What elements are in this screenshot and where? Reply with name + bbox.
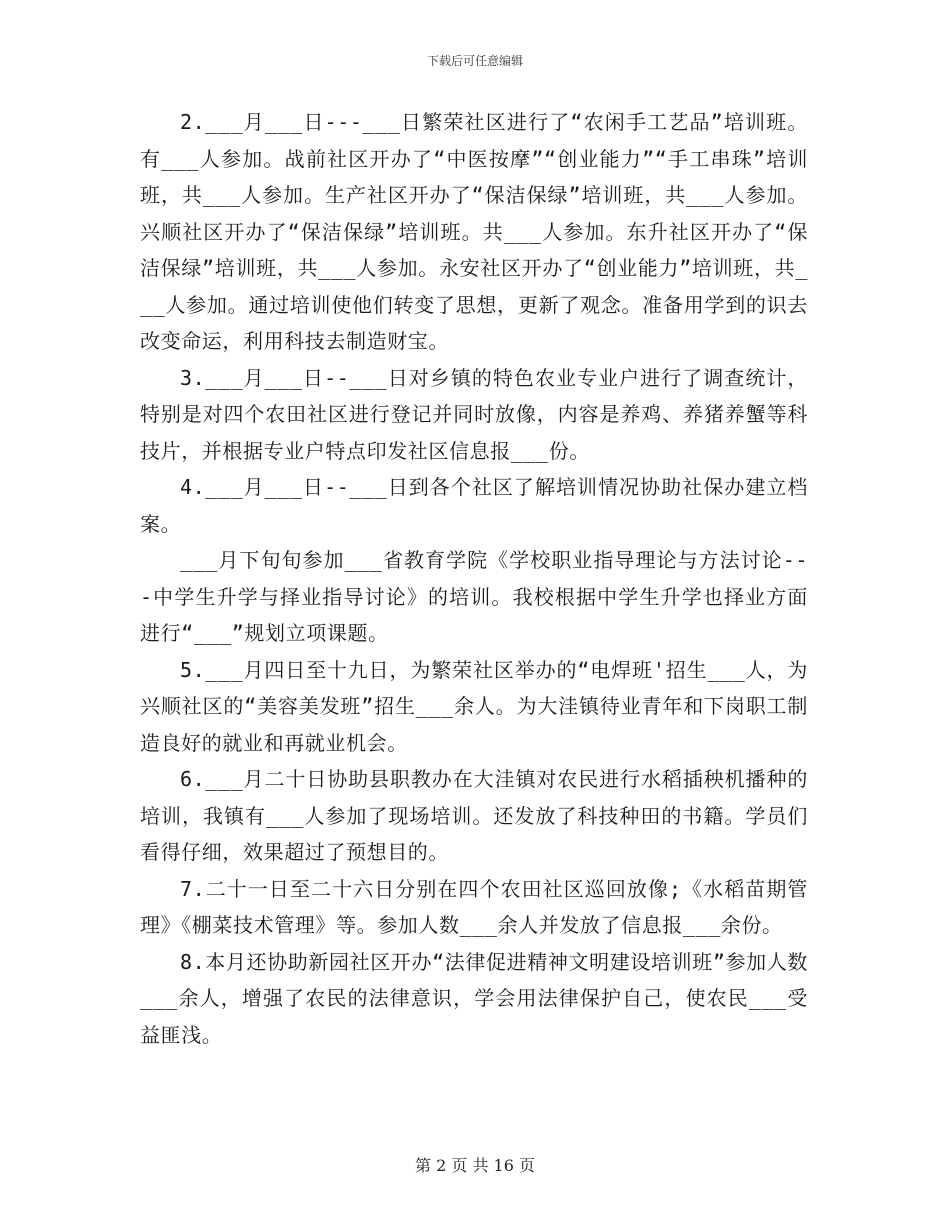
paragraph-training-note: ___月下旬旬参加___省教育学院《学校职业指导理论与方法讨论---中学生升学与择业指导讨论》的培训。我校根据中学生升学也择业方面进行“___”规划立项课题。 <box>140 548 808 645</box>
paragraph-item-8: 8.本月还协助新园社区开办“法律促进精神文明建设培训班”参加人数___余人，增强了农民的法律意识，学会用法律保护自己，使农民___受益匪浅。 <box>140 949 808 1047</box>
page-header: 下载后可任意编辑 <box>426 54 523 68</box>
paragraph-item-3: 3.___月___日--___日对乡镇的特色农业专业户进行了调查统计，特别是对四个农田社区进行登记并同时放像，内容是养鸡、养猪养蟹等科技片，并根据专业户特点印发社区信息报___份。 <box>140 365 808 463</box>
paragraph-item-2: 2.___月___日---___日繁荣社区进行了“农闲手工艺品”培训班。有___人参加。战前社区开办了“中医按摩”“创业能力”“手工串珠”培训班，共___人参加。生产社区开办了“保洁保绿”培训班，共___人参加。兴顺社区开办了“保洁保绿”培训班。共___人参加。东升社区开办了“保洁保绿”培训班，共___人参加。永安社区开办了“创业能力”培训班，共___人参加。通过培训使他们转变了思想，更新了观念。准备用学到的识去改变命运，利用科技去制造财宝。 <box>140 110 808 353</box>
paragraph-item-7: 7.二十一日至二十六日分别在四个农田社区巡回放像;《水稻苗期管理》《棚菜技术管理》等。参加人数___余人并发放了信息报___余份。 <box>140 876 808 937</box>
document-body <box>140 104 808 1053</box>
paragraph-item-6: 6.___月二十日协助县职教办在大洼镇对农民进行水稻插秧机播种的培训，我镇有___人参加了现场培训。还发放了科技种田的书籍。学员们看得仔细，效果超过了预想目的。 <box>140 767 808 864</box>
paragraph-item-4: 4.___月___日--___日到各个社区了解培训情况协助社保办建立档案。 <box>140 475 808 536</box>
paragraph-item-5: 5.___月四日至十九日，为繁荣社区举办的“电焊班'招生___人，为兴顺社区的“美容美发班”招生___余人。为大洼镇待业青年和下岗职工制造良好的就业和再就业机会。 <box>140 657 808 755</box>
page-number: 第 2 页 共 16 页 <box>415 1156 535 1175</box>
